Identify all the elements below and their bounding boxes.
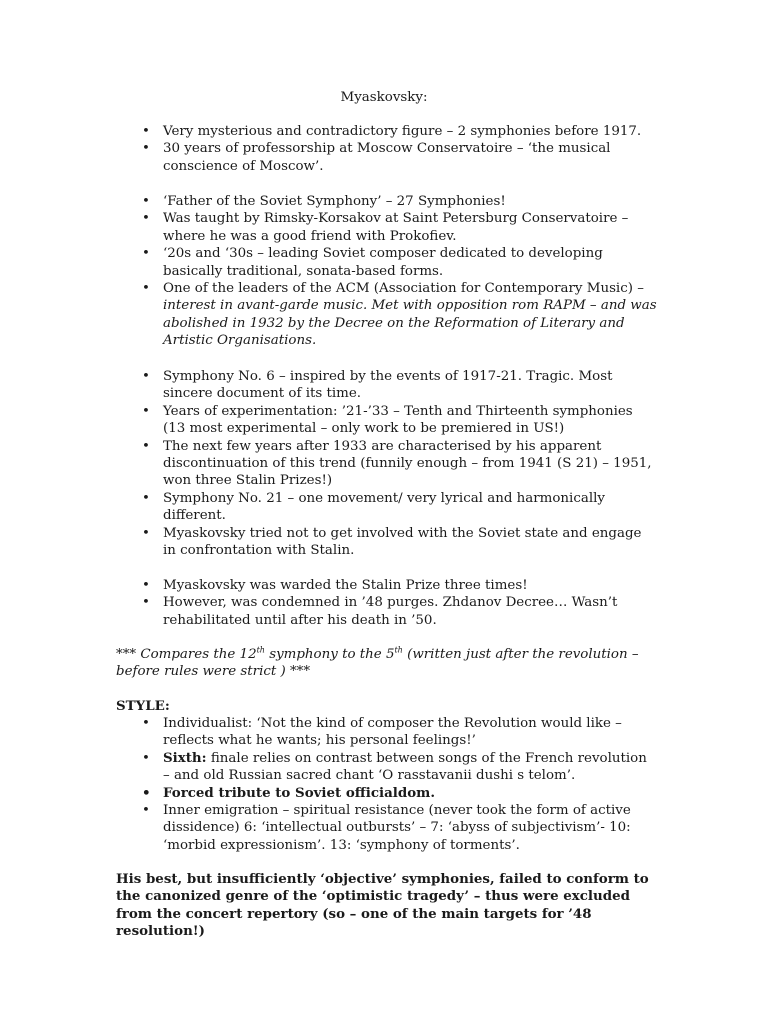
list-item: • Inner emigration – spiritual resistance (never took the form of active dissidence) 6: ‘intellectual outbursts’ – 7: ‘abyss of subjectivism’- 10: ‘morbid expressionism’. 13: ‘symphony of torments’. [0, 802, 657, 854]
list-item: • Symphony No. 21 – one movement/ very lyrical and harmonically different. [0, 490, 657, 525]
style-heading: STYLE: [116, 698, 170, 714]
list-item: • Forced tribute to Soviet officialdom. [0, 785, 657, 802]
list-item: • The next few years after 1933 are characterised by his apparent discontinuation of this trend (funnily enough – from 1941 (S 21) – 1951, won three Stalin Prizes!) [0, 438, 657, 490]
comparison-note [116, 646, 656, 681]
conclusion-paragraph: His best, but insufficiently ‘objective’ symphonies, failed to conform to the canonized genre of the ‘optimistic tragedy’ – thus were excluded from the concert repertory (so – one of the main targets for ’48 resolution!) [116, 871, 649, 940]
bullet-list-intro [0, 123, 768, 175]
note-superscript: th [394, 645, 403, 655]
sixth-text: finale relies on contrast between songs of the French revolution – and old Russian sacred chant ‘O rasstavanii dushi s telom’. [163, 750, 647, 784]
list-item: • Very mysterious and contradictory figure – 2 symphonies before 1917. [0, 123, 657, 140]
acm-italic-text: interest in avant-garde music. Met with opposition rom RAPM – and was abolished in 1932 by the Decree on the Reformation of Literary and Artistic Organisations. [163, 298, 657, 349]
list-item: • Myaskovsky tried not to get involved with the Soviet state and engage in confrontation with Stalin. [0, 525, 657, 560]
bullet-list-symphonies [0, 368, 768, 559]
bullet-list-career [0, 193, 768, 350]
note-text: (written just after the revolution – before rules were strict ) *** [116, 647, 639, 680]
list-item: • Myaskovsky was warded the Stalin Prize three times! [0, 577, 657, 594]
sixth-label: Sixth: [163, 749, 207, 766]
list-item: • ‘20s and ‘30s – leading Soviet composer dedicated to developing basically traditional, sonata-based forms. [0, 245, 657, 280]
page-title: Myaskovsky: [340, 90, 428, 105]
list-item: • Was taught by Rimsky-Korsakov at Saint Petersburg Conservatoire – where he was a good friend with Prokofiev. [0, 210, 657, 245]
note-text: *** Compares the 12 [116, 647, 257, 662]
list-item: • However, was condemned in ’48 purges. Zhdanov Decree… Wasn’t rehabilitated until after his death in ’50. [0, 594, 657, 629]
bullet-list-stalin [0, 577, 768, 629]
list-item: • Symphony No. 6 – inspired by the events of 1917-21. Tragic. Most sincere document of its time. [0, 368, 657, 403]
note-superscript: th [256, 645, 265, 655]
list-item [0, 280, 657, 350]
list-item: • ‘Father of the Soviet Symphony’ – 27 Symphonies! [0, 193, 657, 210]
list-item: • Years of experimentation: ’21-’33 – Tenth and Thirteenth symphonies (13 most experimental – only work to be premiered in US!) [0, 403, 657, 438]
list-item: • Individualist: ‘Not the kind of composer the Revolution would like – reflects what he wants; his personal feelings!’ [0, 715, 657, 750]
note-text: symphony to the 5 [264, 647, 395, 662]
list-item: • 30 years of professorship at Moscow Conservatoire – ‘the musical conscience of Moscow’. [0, 140, 657, 175]
acm-lead-text: One of the leaders of the ACM (Association for Contemporary Music) – [163, 281, 644, 297]
list-item [0, 750, 657, 785]
bullet-list-style [0, 715, 768, 854]
